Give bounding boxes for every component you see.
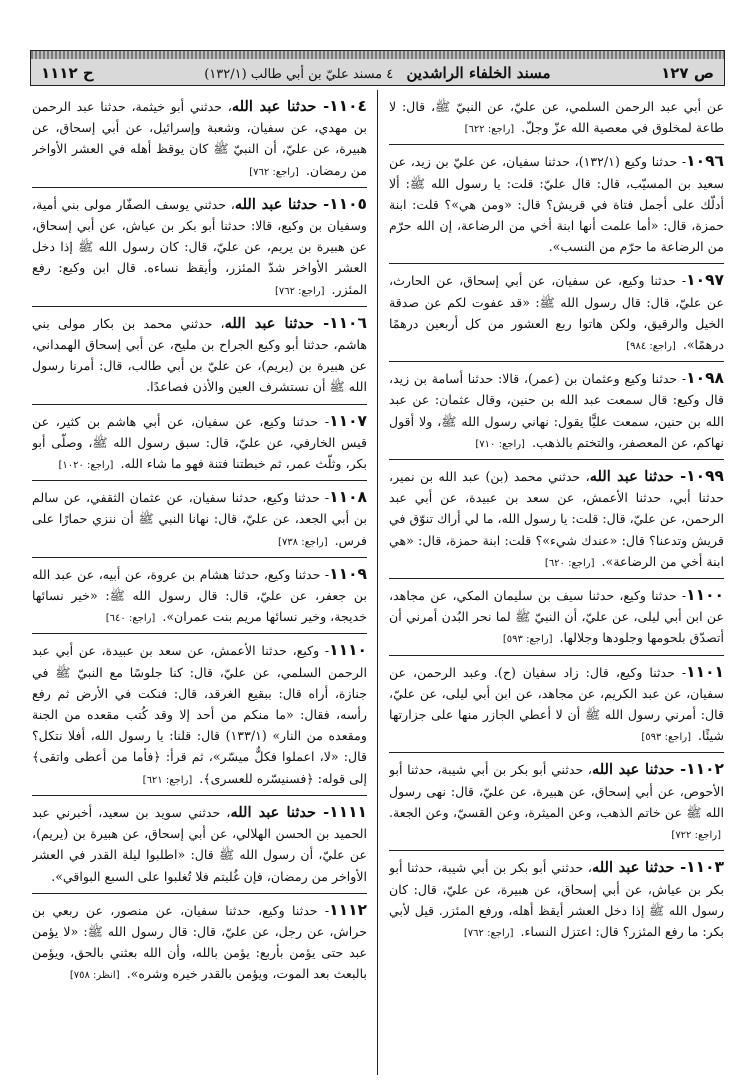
- hadith-text: - وكيع، حدثنا الأعمش، عن سعد بن عبيدة، عن أبي عبد الرحمن السلمي، عن عليّ، قال: كنا جلوسًا مع النبيّ ﷺ في جنازة، أراه قال: ببقيع الغرقد، قال: فنكت في الأرض ثم رفع رأسه، فقال: «ما منكم من أحد إلا وقد كُتب مقعده من الجنة ومقعده من النار» (١٣٣/١) قال: قلنا: يا رسول الله، أفلا نتكل؟ قال: «لا، اعملوا فكلٌّ ميسّر»، ثم قرأ: ﴿فأما من أعطى واتقى﴾ إلى قوله: ﴿فسنيسّره للعسرى﴾.: [32, 643, 367, 786]
- hadith-entry: [32, 307, 367, 405]
- hadith-entry: [32, 634, 367, 795]
- hadith-reference: [راجع: ٧٢٢]: [671, 830, 721, 842]
- hadith-number: ١١٠٥: [329, 194, 367, 213]
- hadith-number: ١١١١: [329, 802, 367, 821]
- hadith-lead: - حدثنا عبد الله: [224, 314, 330, 332]
- hadith-entry: [389, 753, 724, 851]
- hadith-text: ، حدثني سويد بن سعيد، أخبرني عبد الحميد بن الحسن الهلالي، عن أبي إسحاق، عن هبيرة بن (يريم)، عن عليّ، أن رسول الله ﷺ قال: «اطلبوا ليلة القدر في العشر الأواخر من رمضان، فإن غُلبتم فلا تُغلبوا على السبع البواقي».: [32, 804, 367, 884]
- hadith-text: - حدثنا وكيع، عن سفيان، عن أبي إسحاق، عن الحارث، عن عليّ، قال: قال رسول الله ﷺ: «قد عفوت لكم عن صدقة الخيل والرقيق، ولكن هاتوا ربع العشور من كل أربعين درهمًا درهمًا».: [389, 273, 724, 353]
- hadith-reference: [راجع: ٧٦٢]: [274, 285, 325, 297]
- hadith-number: ١١٠٢: [686, 760, 724, 779]
- hadith-lead: - حدثنا عبد الله: [234, 195, 330, 213]
- hadith-reference: [راجع: ٦٤٠]: [105, 613, 156, 625]
- hadith-reference: [راجع: ٧٦٢]: [463, 927, 514, 939]
- hadith-text: عن أبي عبد الرحمن السلمي، عن عليّ، عن النبيّ ﷺ، قال: لا طاعة لمخلوق في معصية الله عزّ وجلّ.: [389, 99, 724, 136]
- hadith-number: ١١٠٩: [329, 564, 367, 583]
- hadith-text: - حدثنا وكيع، حدثنا سفيان، عن عثمان الثقفي، عن سالم بن أبي الجعد، عن عليّ، قال: نهانا النبي ﷺ أن ننزي حمارًا على فرس.: [32, 490, 367, 548]
- hadith-number: ١٠٩٨: [686, 369, 724, 388]
- hadith-entry: [32, 90, 367, 188]
- hadith-reference: [راجع: ٧٣٨]: [278, 536, 328, 548]
- column-divider: [377, 90, 378, 1075]
- hadith-number: ١١١٢: [329, 900, 367, 919]
- running-header: [30, 50, 725, 86]
- hadith-reference: [راجع: ٦٢٠]: [544, 557, 595, 569]
- hadith-number: ١١٠٣: [686, 858, 724, 877]
- hadith-lead: - حدثنا عبد الله: [591, 859, 687, 877]
- hadith-lead: - حدثنا عبد الله: [589, 468, 687, 486]
- hadith-number: ١١١٠: [329, 641, 367, 660]
- hadith-reference: [راجع: ٧١٠]: [475, 438, 525, 450]
- hadith-reference: [راجع: ٦٢٢]: [464, 124, 515, 136]
- hadith-text: ، حدثني يوسف الصفّار مولى بني أمية، وسفيان بن وكيع، قالا: حدثنا أبو بكر بن عياش، عن أبي إسحاق، عن هبيرة بن يريم، عن عليّ، قال: كان رسول الله ﷺ إذا دخل العشر الأواخر شدّ المئزر، وأيقظ نساءه. قال ابن وكيع: رفع المئزر.: [32, 196, 367, 297]
- hadith-text: - حدثنا وكيع (١٣٢/١)، حدثنا سفيان، عن عليّ بن زيد، عن سعيد بن المسيّب، قال: قال عليّ: قلت: يا رسول الله ﷺ: ألا أدلّك على أجمل فتاة في قريش؟ قال: «ومن هي»؟ قلت: ابنة حمزة، قال: «أما علمت أنها ابنة أخي من الرضاعة، إن الله حرّم من الرضاعة ما حرّم من النسب».: [389, 154, 724, 255]
- hadith-text: - حدثنا وكيع، حدثنا سيف بن سليمان المكي، عن مجاهد، عن ابن أبي ليلى، عن عليّ، أن النبيّ ﷺ لما نحر البُدن أمرني أن أتصدّق بلحومها وجلودها وجلالها.: [389, 588, 724, 646]
- hadith-entry: [389, 264, 724, 362]
- text-columns: [32, 90, 724, 1075]
- hadith-number: ١١٠٧: [329, 411, 367, 430]
- hadith-reference: [راجع: ٧٦٢]: [249, 166, 299, 178]
- hadith-entry: [389, 90, 724, 145]
- left-column: [32, 90, 367, 1075]
- hadith-range: ح ١١١٢: [41, 63, 94, 82]
- hadith-number: ١٠٩٦: [686, 152, 724, 171]
- hadith-number: ١١٠٨: [329, 488, 367, 507]
- hadith-entry: [32, 481, 367, 558]
- page-number: ص ١٢٧: [661, 63, 714, 82]
- hadith-text: ، حدثني أبو خيثمة، حدثنا عبد الرحمن بن مهدي، عن سفيان، وشعبة وإسرائيل، عن أبي إسحاق، عن هبيرة، عن عليّ، أن النبيّ ﷺ كان يوقظ أهله في العشر الأواخر من رمضان.: [32, 99, 367, 178]
- hadith-number: ١١٠٤: [329, 97, 367, 115]
- hadith-reference: [راجع: ١٠٢٠]: [58, 460, 114, 472]
- hadith-entry: [32, 558, 367, 635]
- book-title-main: مسند الخلفاء الراشدين: [406, 63, 551, 82]
- hadith-text: ، حدثني محمد (بن) عبد الله بن نمير، حدثنا أبي، حدثنا الأعمش، عن سعد بن عبيدة، عن أبي عبد الرحمن، عن عليّ، قال: قلت: يا رسول الله، ما لي أراك تنوّق في قريش وتدعنا؟ قال: «عندك شيء»؟ قلت: ابنة حمزة، قال: «هي ابنة أخي من الرضاعة».: [389, 469, 724, 569]
- hadith-text: - حدثنا وكيع، حدثنا سفيان، عن منصور، عن ربعي بن حراش، عن رجل، عن عليّ، قال: قال رسول الله ﷺ: «لا يؤمن عبد حتى يؤمن بأربع: يؤمن بالله، وأن الله بعثني بالحق، ويؤمن بالبعث بعد الموت، ويؤمن بالقدر خيره وشره».: [32, 902, 367, 982]
- hadith-text: ، حدثني محمد بن بكار مولى بني هاشم، حدثنا أبو وكيع الجراح بن مليح، عن أبي إسحاق الهمداني، عن هبيرة بن (يريم)، عن عليّ بن أبي طالب، قال: أمرنا رسول الله ﷺ أن نستشرف العين والأذن فصاعدًا.: [32, 315, 367, 395]
- hadith-reference: [انظر: ٧٥٨]: [69, 970, 120, 982]
- section-title: ٤ مسند عليّ بن أبي طالب (١٣٢/١): [204, 66, 394, 82]
- hadith-entry: [389, 460, 724, 579]
- hadith-text: - حدثنا وكيع وعثمان بن (عمر)، قالا: حدثنا أسامة بن زيد، قال وكيع: قال سمعت عبد الله بن حنين، وقال عثمان: عن عبد الله بن حنين، سمعت عليًّا يقول: نهاني رسول الله ﷺ، ولا أقول نهاكم، عن المعصفر، والتختم بالذهب.: [389, 371, 724, 450]
- hadith-entry: [32, 796, 367, 894]
- hadith-text: - حدثنا وكيع، قال: زاد سفيان (ح). وعبد الرحمن، عن سفيان، عن عبد الكريم، عن مجاهد، عن ابن أبي ليلى، عن عليّ، قال: أمرني رسول الله ﷺ أن لا أعطي الجازر منها على جزارتها شيئًا.: [389, 664, 724, 744]
- hadith-entry: [32, 894, 367, 991]
- hadith-lead: - حدثنا عبد الله: [591, 761, 687, 779]
- hadith-reference: [راجع: ٥٩٣]: [502, 634, 553, 646]
- hadith-lead: - حدثنا عبد الله: [231, 98, 330, 115]
- hadith-number: ١٠٩٧: [686, 271, 724, 290]
- hadith-entry: [389, 851, 724, 948]
- hadith-text: ، حدثني أبو بكر بن أبي شيبة، حدثنا أبو بكر بن عياش، عن أبي إسحاق، عن هبيرة، عن عليّ، قال: كان رسول الله ﷺ إذا دخل العشر أيقظ أهله، ورفع المئزر. قيل لأبي بكر: ما رفع المئزر؟ قال: اعتزل النساء.: [389, 860, 724, 939]
- hadith-entry: [32, 188, 367, 307]
- hadith-text: - حدثنا وكيع، عن سفيان، عن أبي هاشم بن كثير، عن قيس الخارفي، عن عليّ، قال: سبق رسول الله ﷺ، وصلّى أبو بكر، وثلّث عمر، ثم خبطتنا فتنة فهو ما شاء الله.: [32, 413, 367, 472]
- hadith-reference: [راجع: ٦٢١]: [142, 774, 193, 786]
- hadith-entry: [389, 145, 724, 264]
- hadith-reference: [راجع: ٩٨٤]: [626, 341, 676, 353]
- right-column: [389, 90, 724, 1075]
- hadith-number: ١٠٩٩: [686, 467, 724, 486]
- hadith-lead: - حدثنا عبد الله: [230, 803, 330, 821]
- hadith-entry: [389, 579, 724, 656]
- hadith-entry: [32, 405, 367, 482]
- hadith-entry: [389, 656, 724, 754]
- hadith-reference: [راجع: ٥٩٣]: [641, 732, 691, 744]
- hadith-entry: [389, 362, 724, 460]
- book-title: [94, 64, 661, 82]
- hadith-number: ١١٠٦: [329, 313, 367, 332]
- hadith-text: - حدثنا وكيع، حدثنا هشام بن عروة، عن أبيه، عن عبد الله بن جعفر، عن عليّ، قال: قال رسول الله ﷺ: «خير نسائها خديجة، وخير نسائها مريم بنت عمران».: [32, 566, 367, 625]
- hadith-number: ١١٠٠: [686, 586, 724, 605]
- hadith-text: ، حدثني أبو بكر بن أبي شيبة، حدثنا أبو الأحوص، عن أبي إسحاق، عن هبيرة، عن عليّ، قال: نهى رسول الله ﷺ عن خاتم الذهب، وعن الميثرة، وعن القسيّ، وعن الجعة.: [389, 762, 724, 820]
- hadith-number: ١١٠١: [686, 662, 724, 681]
